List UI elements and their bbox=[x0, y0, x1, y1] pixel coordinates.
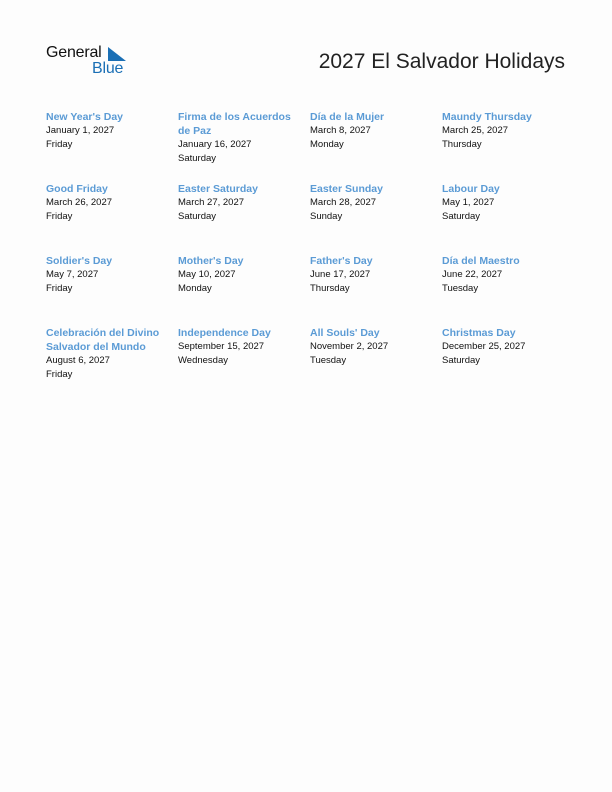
holiday-date: May 10, 2027 bbox=[178, 269, 236, 280]
holiday-name: Soldier's Day bbox=[46, 255, 113, 267]
holiday-name: Maundy Thursday bbox=[442, 111, 532, 123]
holiday-item bbox=[442, 254, 574, 326]
holiday-name: Father's Day bbox=[310, 255, 373, 267]
holiday-name: Easter Sunday bbox=[310, 183, 383, 195]
holiday-date: November 2, 2027 bbox=[310, 341, 389, 352]
holiday-row bbox=[46, 326, 574, 398]
holiday-name: Independence Day bbox=[178, 327, 271, 339]
holiday-item bbox=[442, 182, 574, 254]
holiday-row bbox=[46, 110, 574, 182]
holiday-date: March 28, 2027 bbox=[310, 197, 377, 208]
holiday-name: Día del Maestro bbox=[442, 255, 520, 267]
holiday-name: New Year's Day bbox=[46, 111, 124, 123]
logo-flag-icon bbox=[108, 47, 126, 61]
holiday-weekday: Friday bbox=[46, 139, 73, 150]
holiday-row bbox=[46, 182, 574, 254]
holiday-date: June 17, 2027 bbox=[310, 269, 371, 280]
holiday-date: January 16, 2027 bbox=[178, 139, 252, 150]
generalblue-logo bbox=[46, 44, 136, 80]
holiday-date: August 6, 2027 bbox=[46, 355, 110, 366]
holiday-name: Easter Saturday bbox=[178, 183, 258, 195]
holiday-date: January 1, 2027 bbox=[46, 125, 115, 136]
holiday-date: March 27, 2027 bbox=[178, 197, 245, 208]
holiday-item bbox=[178, 326, 310, 398]
holiday-item bbox=[46, 326, 178, 398]
holiday-item bbox=[442, 110, 574, 182]
holiday-weekday: Tuesday bbox=[442, 283, 479, 294]
holiday-date: September 15, 2027 bbox=[178, 341, 265, 352]
holiday-weekday: Friday bbox=[46, 283, 73, 294]
holiday-weekday: Thursday bbox=[442, 139, 482, 150]
holiday-weekday: Thursday bbox=[310, 283, 350, 294]
holiday-date: May 7, 2027 bbox=[46, 269, 99, 280]
holiday-weekday: Saturday bbox=[442, 355, 481, 366]
holiday-item bbox=[442, 326, 574, 398]
holiday-weekday: Monday bbox=[310, 139, 344, 150]
holiday-date: December 25, 2027 bbox=[442, 341, 526, 352]
holiday-date: June 22, 2027 bbox=[442, 269, 503, 280]
holiday-weekday: Sunday bbox=[310, 211, 343, 222]
holiday-weekday: Saturday bbox=[178, 211, 217, 222]
logo-text-blue: Blue bbox=[92, 60, 124, 77]
holiday-item bbox=[310, 110, 442, 182]
holiday-name: Mother's Day bbox=[178, 255, 244, 267]
holiday-weekday: Monday bbox=[178, 283, 212, 294]
holiday-item bbox=[178, 254, 310, 326]
holiday-date: May 1, 2027 bbox=[442, 197, 495, 208]
holiday-row bbox=[46, 254, 574, 326]
holiday-name: Christmas Day bbox=[442, 327, 516, 339]
holiday-date: March 26, 2027 bbox=[46, 197, 113, 208]
holiday-name: Día de la Mujer bbox=[310, 111, 385, 123]
holiday-weekday: Friday bbox=[46, 211, 73, 222]
holiday-item bbox=[46, 182, 178, 254]
page-title: 2027 El Salvador Holidays bbox=[318, 50, 565, 73]
holiday-weekday: Saturday bbox=[442, 211, 481, 222]
holiday-date: March 25, 2027 bbox=[442, 125, 509, 136]
holiday-item bbox=[310, 182, 442, 254]
holiday-item bbox=[46, 110, 178, 182]
holiday-item bbox=[310, 326, 442, 398]
holiday-weekday: Tuesday bbox=[310, 355, 347, 366]
holiday-item bbox=[178, 110, 310, 182]
logo-text-general: General bbox=[46, 44, 102, 61]
holiday-item bbox=[46, 254, 178, 326]
holiday-name: Celebración del Divino Salvador del Mundo bbox=[46, 327, 160, 353]
holiday-name: All Souls' Day bbox=[310, 327, 380, 339]
holiday-weekday: Saturday bbox=[178, 153, 217, 164]
holiday-item bbox=[178, 182, 310, 254]
holiday-name: Good Friday bbox=[46, 183, 108, 195]
holiday-weekday: Friday bbox=[46, 369, 73, 380]
holiday-date: March 8, 2027 bbox=[310, 125, 371, 136]
holiday-name: Labour Day bbox=[442, 183, 500, 195]
holiday-weekday: Wednesday bbox=[178, 355, 228, 366]
holiday-grid bbox=[46, 110, 574, 398]
holiday-name: Firma de los Acuerdos de Paz bbox=[178, 111, 291, 137]
holiday-item bbox=[310, 254, 442, 326]
